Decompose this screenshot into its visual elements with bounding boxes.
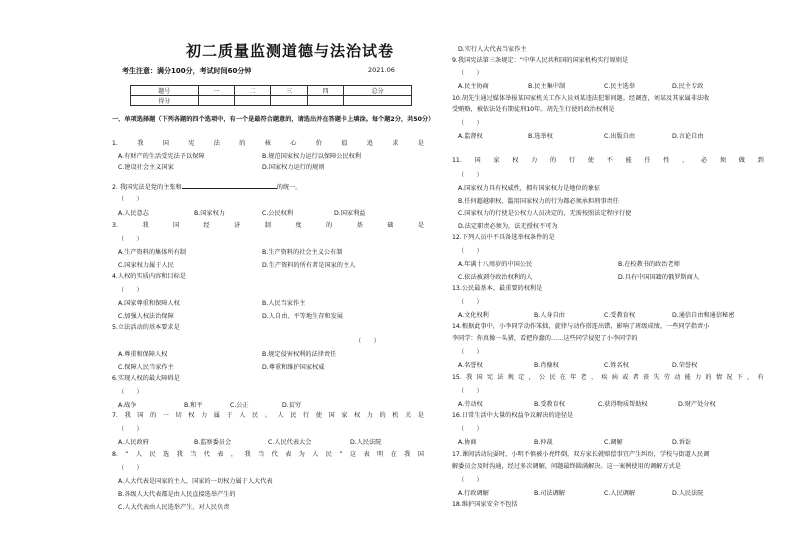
stem-char: 于	[226, 412, 233, 419]
question-10-stem-2: 受贿赂，被依法处有期徒刑10年。胡先生行使的政治权利是	[452, 106, 615, 113]
stem-char: 在	[390, 451, 397, 458]
stem-char: 人	[239, 412, 246, 419]
question-16-stem: 16.日常生活中大量的权益争议解决的途径是	[452, 412, 574, 419]
q13-option-c: C.受教育权	[604, 312, 636, 319]
stem-char: 须	[719, 157, 727, 164]
stem-char: 我	[124, 412, 131, 419]
stem-char: 的	[149, 412, 157, 419]
question-11-stem	[452, 157, 764, 164]
q11-option-b: B.任何超越职权、滥用国家权力的行为都必须承担刑事责任	[458, 198, 619, 205]
q7-option-a: A.人民政府	[118, 439, 149, 446]
q11-option-c: C.国家权力的行使是公权力人员决定的，无需按照法定程序行使	[458, 210, 632, 217]
stem-char: 下	[736, 374, 743, 381]
q16-option-a: A.协商	[458, 439, 477, 446]
q11-option-a: A.国家权力具有权威性，拥有国家权力是地位的象征	[458, 185, 601, 192]
q1-option-c: C.建设社会主义国家	[118, 164, 174, 171]
question-4-stem: 4.人权的实质内容和目标是	[112, 273, 186, 280]
q12-option-a: A.年满十八周岁的中国公民	[458, 261, 533, 268]
stem-char: 况	[726, 374, 733, 381]
stem-char: 表	[363, 451, 370, 458]
answer-paren: （ ）	[118, 236, 143, 243]
stem-char: 的	[705, 374, 712, 381]
stem-char: 度	[295, 222, 302, 229]
stem-char: 人	[135, 451, 143, 458]
question-3-stem	[112, 222, 424, 229]
q8-option-a: A.人大代表是国家的主人，国家的一切权力属于人大代表	[118, 478, 273, 485]
stem-char: 的	[550, 157, 557, 164]
stem-char: 机	[392, 412, 399, 419]
question-14-stem-2: 李同学：你真像一头猪，看把你蠢的……这些同学侵犯了小李同学的	[452, 335, 638, 342]
stem-char: 权	[512, 157, 519, 164]
stem-char: 民	[325, 451, 332, 458]
q12-option-d: D.具有中国国籍的俄罗斯商人	[618, 274, 699, 281]
stem-char: 代	[271, 451, 278, 458]
q5-option-d: D.尊重和维护国家权威	[262, 364, 325, 371]
q15-option-d: D.财产处分权	[678, 401, 716, 408]
answer-paren: （ ）	[458, 388, 483, 395]
answer-paren: （ ）	[458, 349, 483, 356]
q13-option-a: A.文化权利	[458, 312, 489, 319]
table-cell: 三	[271, 86, 307, 96]
stem-char: 能	[684, 374, 691, 381]
q14-option-c: C.姓名权	[604, 362, 629, 369]
stem-char: 宪	[188, 140, 195, 147]
table-cell	[271, 96, 307, 106]
stem-char: 价	[315, 140, 322, 147]
q16-option-d: D.诉讼	[672, 439, 692, 446]
q1-option-a: A.有财产的生活受宪法予以保障	[118, 153, 205, 160]
q5-option-a: A.尊重和保障人权	[118, 351, 168, 358]
q9-option-b: B.民主集中制	[528, 83, 566, 90]
stem-char: 、	[590, 374, 598, 381]
q7-option-d: D.人民法院	[350, 439, 382, 446]
q17-option-d: D.人民法院	[672, 490, 704, 497]
q15-option-c: C.获得物质帮助权	[598, 401, 648, 408]
stem-char: 国	[162, 140, 169, 147]
stem-char: 民	[149, 451, 156, 458]
q16-option-b: B.仲裁	[534, 439, 553, 446]
stem-char: 丧	[642, 374, 650, 381]
q3-option-a: A.生产资料的集体所有制	[118, 249, 186, 256]
stem-char: 病	[611, 374, 618, 381]
stem-char: 宪	[486, 374, 494, 381]
question-10-stem-1: 10.胡先生通过媒体举报某国家机关工作人员刘某违法犯罪问题。经调查，刘某及其家属非法收	[452, 95, 710, 102]
stem-char: 是	[417, 222, 424, 229]
answer-paren: （ ）	[458, 299, 483, 306]
stem-char: 家	[341, 412, 348, 419]
stem-char: 切	[175, 412, 182, 419]
q9-option-d: D.民主专政	[672, 83, 704, 90]
stem-char: 不	[606, 157, 613, 164]
stem-char: 权	[353, 412, 361, 419]
q10-option-a: A.监督权	[458, 133, 483, 140]
answer-paren: （ ）	[118, 287, 143, 294]
answer-paren: （ ）	[458, 426, 483, 433]
stem-char: 力	[200, 412, 208, 419]
stem-char: 选	[163, 451, 170, 458]
answer-paren: （ ）	[118, 196, 143, 203]
stem-char: 一	[162, 412, 169, 419]
stem-char: 国	[328, 412, 335, 419]
q9-option-c: C.民主选举	[604, 83, 636, 90]
stem-char: ，	[528, 374, 535, 381]
stem-char: 。	[264, 412, 271, 419]
question-17-stem-2: 解委员会及时沟通，经过多次调解，问题最终圆满解决。这一案例使用的调解方式是	[452, 463, 681, 470]
q9-option-a: A.民主协商	[458, 83, 489, 90]
score-table	[130, 85, 412, 106]
stem-char: “	[125, 451, 129, 458]
stem-char: 民	[549, 374, 556, 381]
stem-char: 疾	[601, 374, 608, 381]
stem-char: 的	[325, 222, 333, 229]
q14-option-b: B.肖像权	[534, 362, 559, 369]
stem-char: 国	[417, 451, 424, 458]
stem-char: 人	[312, 451, 319, 458]
q6-option-c: C.公正	[230, 402, 249, 409]
answer-paren: （ ）	[458, 248, 483, 255]
stem-char: 定	[518, 374, 525, 381]
stem-char: 行	[302, 412, 310, 419]
stem-char: 为	[298, 451, 305, 458]
stem-char: 追	[366, 140, 373, 147]
table-cell: 二	[235, 86, 271, 96]
question-18-stem: 18.维护国家安全不包括	[452, 501, 518, 508]
stem-char: 8.	[112, 451, 118, 458]
stem-char: 值	[341, 140, 348, 147]
question-13-stem: 13.公民最基本、最重要的权利是	[452, 285, 543, 292]
stem-char: ，	[682, 157, 689, 164]
q17-option-b: B.司法调解	[534, 490, 565, 497]
stem-char: 15.	[452, 374, 462, 381]
table-row	[131, 86, 412, 96]
stem-char: 国	[172, 222, 180, 229]
question-12-stem: 12.下列人员中不具备选举权条件的是	[452, 234, 555, 241]
stem-char: 这	[349, 451, 357, 458]
q2-option-b: B.国家权力	[194, 210, 225, 217]
q2-stem-start: 2. 我国宪法是党的主张和	[112, 184, 182, 191]
stem-char: 情	[715, 374, 722, 381]
stem-char: 必	[701, 157, 708, 164]
q2-stem-end: 的统一。	[276, 184, 302, 191]
stem-char: ”	[339, 451, 343, 458]
question-6-stem: 6.实现人权的最大障碍是	[112, 375, 180, 382]
q3-option-c: C.国家权力属于人民	[118, 262, 174, 269]
stem-char: 是	[417, 412, 424, 419]
answer-paren: （ ）	[458, 172, 483, 179]
q6-option-b: B.和平	[184, 402, 203, 409]
table-cell: 一	[198, 86, 234, 96]
stem-char: 我	[137, 140, 144, 147]
table-cell	[344, 96, 412, 106]
q12-option-b: B.在校教书的政治老师	[618, 261, 680, 268]
stem-char: 心	[290, 140, 297, 147]
stem-char: 者	[632, 374, 639, 381]
stem-char: 我	[176, 451, 183, 458]
q17-option-c: C.人民调解	[604, 490, 636, 497]
stem-char: ，	[230, 451, 237, 458]
answer-blank	[182, 183, 277, 189]
page-title: 初二质量监测道德与法治试卷	[185, 42, 394, 60]
stem-char: 国	[137, 412, 144, 419]
exam-notice: 考生注意：满分100分，考试时间60分钟	[122, 67, 252, 75]
q15-option-b: B.受教育权	[534, 401, 565, 408]
stem-char: 到	[757, 157, 764, 164]
stem-char: 代	[203, 451, 210, 458]
q4-option-d: D.人自由、平等地生存和发展	[262, 313, 343, 320]
table-cell	[307, 96, 343, 106]
stem-char: 3.	[112, 222, 118, 229]
q1-option-b: B.规范国家权力运行以保障公民权利	[262, 153, 362, 160]
stem-char: 权	[188, 412, 195, 419]
q2-option-d: D.国家利益	[334, 210, 366, 217]
q6-option-a: A.战争	[118, 402, 137, 409]
stem-char: 法	[213, 140, 220, 147]
q3-option-b: B.生产资料的社会主义公有制	[262, 249, 343, 256]
q11-option-d: D.法定职责必须为，法无授权不可为	[458, 223, 558, 230]
section-heading: 一、单项选择题（下列各题的四个选项中，有一个是最符合题意的，请选出并在答题卡上填涂。每个题2分，共50分）	[112, 116, 435, 123]
q4-option-a: A.国家尊重和保障人权	[118, 300, 180, 307]
stem-char: 能	[625, 157, 632, 164]
stem-char: 人	[277, 412, 284, 419]
q12-option-c: C.依法被剥夺政治权利的人	[458, 274, 533, 281]
answer-paren: （ ）	[118, 426, 143, 433]
stem-char: 的	[379, 412, 386, 419]
q5-option-c: C.保障人民当家作主	[118, 364, 174, 371]
stem-char: 明	[377, 451, 384, 458]
q10-option-c: C.出版自由	[604, 133, 636, 140]
stem-char: 动	[674, 374, 681, 381]
stem-char: 础	[387, 222, 394, 229]
exam-date: 2021.06	[368, 66, 395, 74]
q16-option-c: C.调解	[604, 439, 623, 446]
stem-char: 有	[757, 374, 764, 381]
stem-char: 的	[239, 140, 246, 147]
stem-char: 济	[234, 222, 241, 229]
stem-char: ，	[747, 374, 754, 381]
q2-option-c: C.公民权利	[262, 210, 294, 217]
q13-option-d: D.通信自由和通信秘密	[672, 312, 735, 319]
stem-char: 民	[251, 412, 259, 419]
stem-char: 家	[493, 157, 500, 164]
q14-option-d: D.荣誉权	[672, 362, 698, 369]
question-5-stem: 5.立法活动的基本要求是	[112, 324, 180, 331]
answer-paren: （ ）	[458, 477, 483, 484]
q2-option-a: A.人民意志	[118, 210, 149, 217]
question-1-stem	[112, 140, 424, 147]
q13-option-b: B.人身自由	[534, 312, 565, 319]
stem-char: 力	[366, 412, 373, 419]
question-17-stem-1: 17.课间活动玩耍时，小明不慎被小亮绊倒，双方家长就赔偿事宜产生纠纷，学校与街道人民调	[452, 451, 710, 458]
stem-char: 是	[417, 140, 424, 147]
stem-char: 表	[217, 451, 224, 458]
table-cell	[198, 96, 234, 106]
stem-char: 力	[695, 374, 702, 381]
stem-char: 当	[257, 451, 265, 458]
stem-char: 做	[738, 157, 745, 164]
stem-char: 核	[264, 140, 271, 147]
stem-char: 我	[466, 374, 473, 381]
table-cell: 得分	[131, 96, 199, 106]
question-14-stem-1: 14.根据此事中，小李同学动作笨拙，旋律与动作搭连出错，影响了班级成绩。一些同学指责小	[452, 323, 710, 330]
stem-char: 表	[285, 451, 292, 458]
q4-option-c: C.加强人权法治保障	[118, 313, 174, 320]
stem-char: 当	[190, 451, 197, 458]
stem-char: 我	[142, 222, 149, 229]
question-8-stem	[112, 451, 424, 458]
answer-paren: （ ）	[118, 389, 143, 396]
q15-option-a: A.劳动权	[458, 401, 483, 408]
q5-option-b: B.规定侵害权利的法律责任	[262, 351, 337, 358]
stem-char: 我	[244, 451, 251, 458]
stem-char: 7.	[112, 412, 118, 419]
stem-char: 国	[476, 374, 483, 381]
q10-option-b: B.选举权	[528, 133, 553, 140]
q17-option-a: A.行政调解	[458, 490, 489, 497]
q7-option-b: B.监察委员会	[194, 439, 232, 446]
stem-char: 劳	[663, 374, 670, 381]
answer-paren: （ ）	[355, 338, 380, 345]
stem-char: 性	[663, 157, 670, 164]
stem-char: 使	[315, 412, 322, 419]
stem-char: 公	[538, 374, 546, 381]
table-row	[131, 96, 412, 106]
stem-char: 属	[213, 412, 220, 419]
table-cell: 四	[307, 86, 343, 96]
stem-char: 任	[644, 157, 651, 164]
answer-paren: （ ）	[458, 120, 483, 127]
q8-option-c: C.人大代表由人民选举产生，对人民负责	[118, 504, 230, 511]
stem-char: 我	[404, 451, 411, 458]
question-15-stem	[452, 374, 764, 381]
q10-option-d: D.言论自由	[672, 133, 704, 140]
q6-option-d: D.贫穷	[282, 402, 302, 409]
stem-char: 或	[622, 374, 629, 381]
stem-char: 关	[404, 412, 412, 419]
stem-char: 国	[474, 157, 481, 164]
q4-option-b: B.人民当家作主	[262, 300, 306, 307]
table-cell: 总分	[344, 86, 412, 96]
q7-option-c: C.人民代表大会	[268, 439, 312, 446]
question-2-stem	[112, 183, 302, 191]
stem-char: 力	[531, 157, 538, 164]
stem-char: 在	[559, 374, 566, 381]
table-cell	[235, 96, 271, 106]
stem-char: 求	[392, 140, 399, 147]
q1-option-d: D.国家权力运行的规则	[262, 164, 325, 171]
stem-char: 11.	[452, 157, 462, 164]
stem-char: 基	[356, 222, 363, 229]
answer-paren: （ ）	[458, 70, 483, 77]
q8-option-b: B.各级人大代表都是由人民直接选举产生的	[118, 491, 236, 498]
stem-char: 1.	[112, 140, 118, 147]
stem-char: 规	[507, 374, 514, 381]
stem-char: 老	[580, 374, 587, 381]
question-7-stem	[112, 412, 424, 419]
q8-option-d: D.实行人大代表当家作主	[458, 46, 527, 53]
question-9-stem: 9.我国宪法第三条规定：“中华人民共和国的国家机构实行原则是	[452, 57, 629, 64]
stem-char: 经	[203, 222, 210, 229]
stem-char: 制	[264, 222, 271, 229]
table-cell: 题号	[131, 86, 199, 96]
stem-char: 使	[587, 157, 594, 164]
q3-option-d: D.生产资料的所有者是国家的主人	[262, 262, 356, 269]
answer-paren: （ ）	[118, 465, 143, 472]
stem-char: 民	[290, 412, 297, 419]
stem-char: 行	[568, 157, 576, 164]
stem-char: 法	[497, 374, 504, 381]
stem-char: 年	[570, 374, 577, 381]
q14-option-a: A.名誉权	[458, 362, 483, 369]
stem-char: 失	[653, 374, 660, 381]
